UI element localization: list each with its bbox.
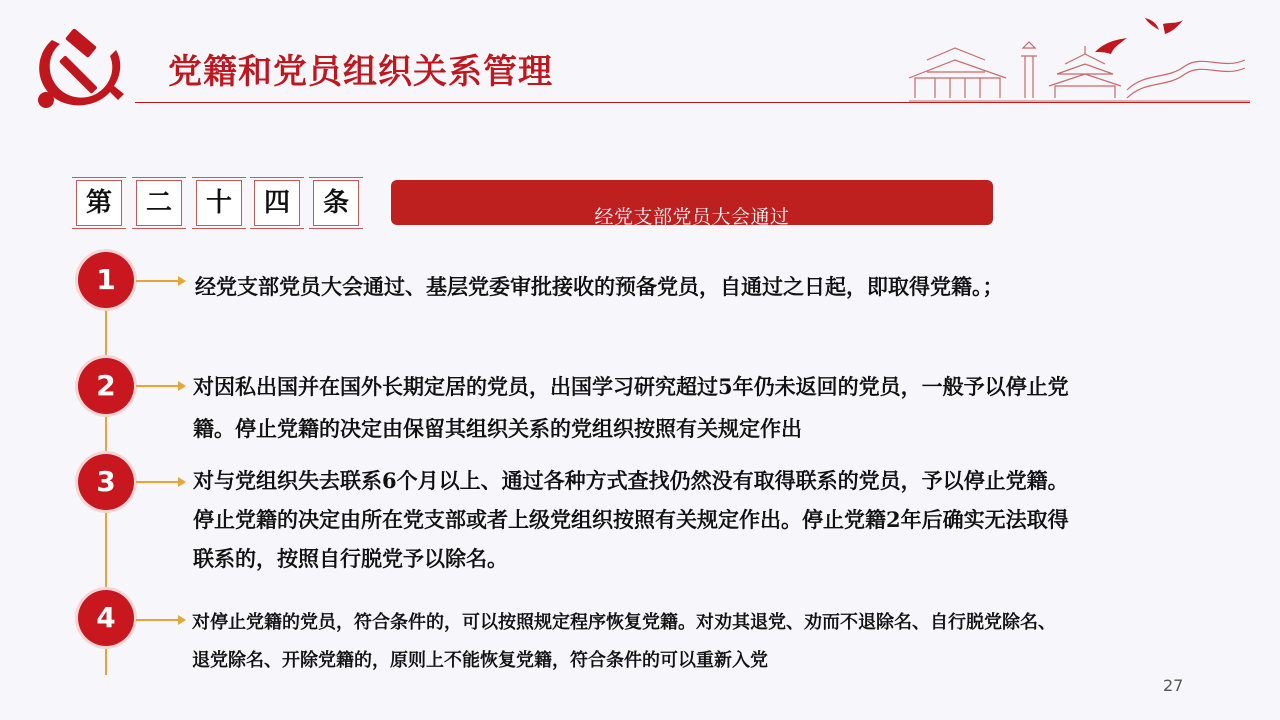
- item-number-4: 4: [78, 590, 134, 646]
- item-number-2: 2: [78, 358, 134, 414]
- article-char-4: 四: [254, 180, 300, 226]
- banner-text: 经党支部党员大会通过: [594, 206, 790, 228]
- arrow-icon: [136, 385, 180, 387]
- item-number-3: 3: [78, 454, 134, 510]
- arrow-icon: [136, 619, 180, 621]
- page-number: 27: [1163, 676, 1184, 695]
- item-text-3: 对与党组织失去联系6个月以上、通过各种方式查找仍然没有取得联系的党员，予以停止党籍。停止党籍的决定由所在党支部或者上级党组织按照有关规定作出。停止党籍2年后确实无法取得联系的，按照自行脱党予以除名。: [193, 468, 1069, 571]
- landmarks-decoration: [905, 8, 1250, 104]
- arrow-icon: [136, 280, 180, 282]
- party-emblem-icon: [30, 26, 130, 112]
- article-char-3: 十: [196, 180, 242, 226]
- article-char-2: 二: [136, 180, 182, 226]
- item-text-2: 对因私出国并在国外长期定居的党员，出国学习研究超过5年仍未返回的党员，一般予以停止党籍。停止党籍的决定由保留其组织关系的党组织按照有关规定作出: [193, 374, 1069, 441]
- item-text-1: 经党支部党员大会通过、基层党委审批接收的预备党员，自通过之日起，即取得党籍。；: [195, 274, 1004, 299]
- article-char-5: 条: [313, 180, 359, 226]
- item-number-1: 1: [78, 252, 134, 308]
- page-title: 党籍和党员组织关系管理: [168, 52, 553, 92]
- item-text-4: 对停止党籍的党员，符合条件的，可以按照规定程序恢复党籍。对劝其退党、劝而不退除名、自行脱党除名、退党除名、开除党籍的，原则上不能恢复党籍，符合条件的可以重新入党: [192, 612, 1056, 671]
- article-char-1: 第: [76, 180, 122, 226]
- arrow-icon: [136, 481, 180, 483]
- article-banner: [391, 180, 993, 228]
